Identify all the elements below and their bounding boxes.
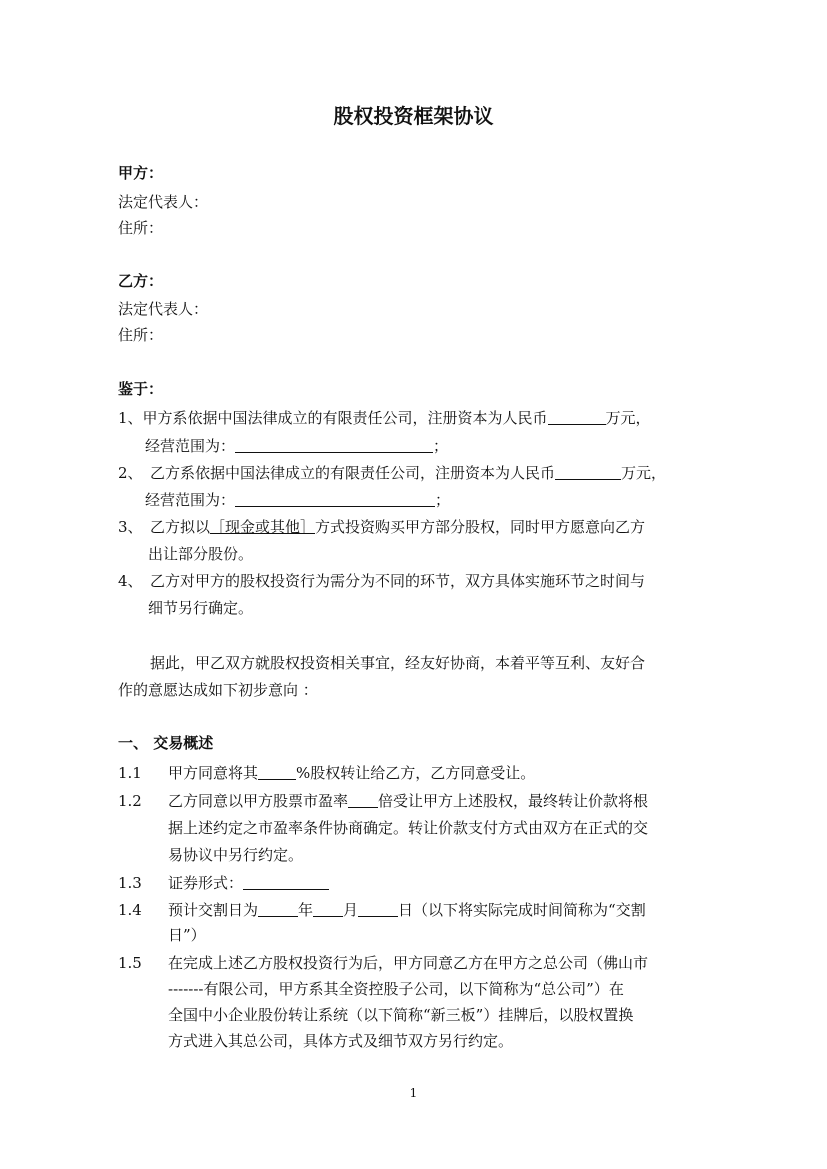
whereas-item-1-scope <box>145 433 448 459</box>
scope-end-b: ； <box>435 491 451 509</box>
clause-1-5-text-a: 在完成上述乙方股权投资行为后，甲方同意乙方在甲方之总公司（佛山市 <box>168 954 649 972</box>
clause-1-4 <box>118 897 646 923</box>
year-blank <box>258 900 298 917</box>
clause-1-5-line-3: 全国中小企业股份转让系统（以下简称“新三板”）挂牌后，以股权置换 <box>168 1006 634 1024</box>
clause-1-1-text-a: 甲方同意将其 <box>168 764 259 782</box>
year-label: 年 <box>298 901 314 919</box>
scope-blank-a <box>235 436 433 453</box>
capital-blank-a <box>548 408 606 425</box>
scope-end-a: ； <box>433 437 449 455</box>
scope-label-a: 经营范围为： <box>145 437 236 455</box>
whereas-item-1-text: 1、甲方系依据中国法律成立的有限责任公司，注册资本为人民币 <box>118 409 548 427</box>
whereas-item-3-text-b: 方式投资购买甲方部分股权，同时甲方愿意向乙方 <box>315 518 646 536</box>
clause-1-4-text-a: 预计交割日为 <box>168 901 259 919</box>
clause-1-1-text-b: %股权转让给乙方，乙方同意受让。 <box>296 764 536 782</box>
pe-ratio-blank <box>348 791 378 808</box>
scope-blank-b <box>235 490 435 507</box>
intro-line-2: 作的意愿达成如下初步意向 ： <box>118 681 318 699</box>
party-a-heading: 甲方： <box>118 164 164 182</box>
document-title: 股权投资框架协议 <box>333 104 494 128</box>
whereas-item-4-cont: 细节另行确定。 <box>148 599 254 617</box>
whereas-item-2-number: 2、 <box>118 464 143 482</box>
clause-1-2-line-3: 易协议中另行约定。 <box>168 846 304 864</box>
party-b-rep: 法定代表人： <box>118 300 209 318</box>
clause-1-5-line-2: -------有限公司，甲方系其全资控股子公司，以下简称为“总公司”）在 <box>168 980 624 998</box>
party-b-addr: 住所： <box>118 326 164 344</box>
whereas-item-2 <box>118 460 666 486</box>
whereas-item-1-unit: 万元， <box>605 409 651 427</box>
clause-1-5-line-4: 方式进入其总公司，具体方式及细节双方另行约定。 <box>168 1032 514 1050</box>
security-form-blank <box>243 873 329 890</box>
clause-1-1-number: 1.1 <box>118 764 142 782</box>
clause-1-3-text: 证券形式： <box>168 874 244 892</box>
share-percent-blank <box>258 763 296 780</box>
capital-blank-b <box>555 463 621 480</box>
clause-1-5-number: 1.5 <box>118 954 142 972</box>
month-blank <box>313 900 343 917</box>
clause-1-5 <box>118 950 648 976</box>
whereas-item-4-number: 4、 <box>118 572 143 590</box>
whereas-item-3-cont: 出让部分股份。 <box>148 545 254 563</box>
whereas-item-2-unit: 万元， <box>621 464 667 482</box>
whereas-item-2-scope <box>145 487 450 513</box>
whereas-item-3-number: 3、 <box>118 518 143 536</box>
whereas-item-3 <box>118 514 645 540</box>
party-a-rep: 法定代表人： <box>118 193 209 211</box>
clause-1-3 <box>118 870 329 896</box>
whereas-item-1 <box>118 405 651 431</box>
clause-1-2 <box>118 788 648 814</box>
clause-1-2-text-a: 乙方同意以甲方股票市盈率 <box>168 792 349 810</box>
whereas-item-3-text-a: 乙方拟以 <box>150 518 211 536</box>
clause-1-4-line-2: 日”） <box>168 926 206 944</box>
scope-label-b: 经营范围为： <box>145 491 236 509</box>
payment-method-field: ［现金或其他］ <box>210 518 316 536</box>
clause-1-1 <box>118 760 535 786</box>
month-label: 月 <box>343 901 359 919</box>
section-1-heading: 一、 交易概述 <box>118 734 214 752</box>
party-b-heading: 乙方： <box>118 272 164 290</box>
clause-1-2-text-b: 倍受让甲方上述股权，最终转让价款将根 <box>378 792 649 810</box>
day-blank <box>358 900 398 917</box>
whereas-item-2-text: 乙方系依据中国法律成立的有限责任公司，注册资本为人民币 <box>150 464 556 482</box>
intro-line-1: 据此，甲乙双方就股权投资相关事宜，经友好协商，本着平等互利、友好合 <box>150 654 646 672</box>
clause-1-4-text-b: 日（以下将实际完成时间简称为“交割 <box>398 901 646 919</box>
page-number: 1 <box>409 1086 418 1100</box>
whereas-item-4 <box>118 568 645 594</box>
clause-1-2-line-2: 据上述约定之市盈率条件协商确定。转让价款支付方式由双方在正式的交 <box>168 819 649 837</box>
clause-1-3-number: 1.3 <box>118 874 142 892</box>
clause-1-4-number: 1.4 <box>118 901 142 919</box>
whereas-item-4-text: 乙方对甲方的股权投资行为需分为不同的环节，双方具体实施环节之时间与 <box>150 572 646 590</box>
party-a-addr: 住所： <box>118 219 164 237</box>
whereas-heading: 鉴于： <box>118 380 164 398</box>
clause-1-2-number: 1.2 <box>118 792 142 810</box>
